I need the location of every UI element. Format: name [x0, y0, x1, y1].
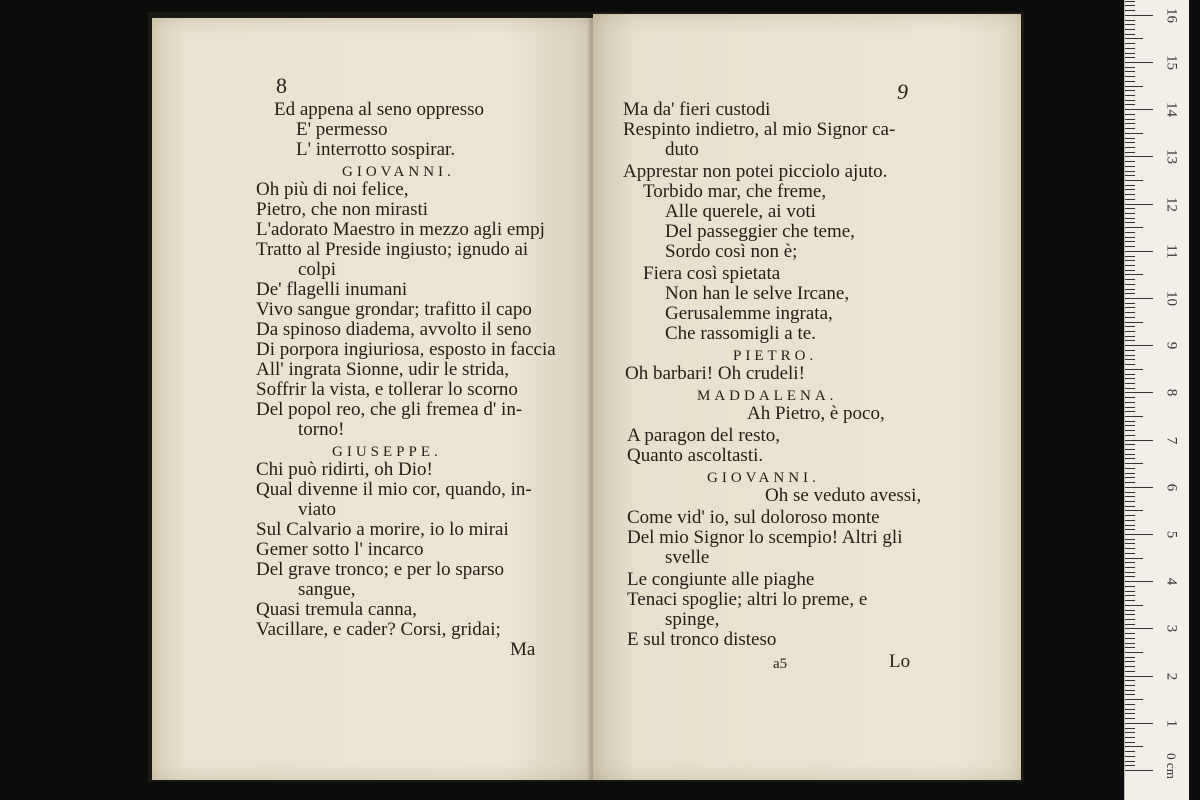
ruler-tick — [1125, 86, 1143, 87]
ruler-tick — [1125, 53, 1135, 54]
ruler-tick — [1125, 666, 1135, 667]
text-line: Sul Calvario a morire, io lo mirai — [256, 519, 509, 540]
ruler-tick — [1125, 661, 1135, 662]
ruler-tick — [1125, 392, 1153, 393]
ruler-tick — [1125, 435, 1135, 436]
ruler-tick — [1125, 147, 1135, 148]
ruler-tick — [1125, 534, 1153, 535]
ruler-tick — [1125, 454, 1135, 455]
ruler-tick — [1125, 458, 1135, 459]
ruler-tick — [1125, 312, 1135, 313]
text-line: spinge, — [665, 609, 720, 630]
ruler-tick — [1125, 81, 1135, 82]
ruler-tick — [1125, 614, 1135, 615]
ruler-tick — [1125, 374, 1135, 375]
text-line: Qual divenne il mio cor, quando, in- — [256, 479, 532, 500]
ruler-tick — [1125, 591, 1135, 592]
ruler-tick — [1125, 586, 1135, 587]
ruler-tick — [1125, 133, 1143, 134]
ruler-tick — [1125, 152, 1135, 153]
left-page — [152, 18, 592, 780]
text-line: Quanto ascoltasti. — [627, 445, 764, 466]
ruler-tick — [1125, 48, 1135, 49]
ruler-tick — [1125, 29, 1135, 30]
ruler-tick — [1125, 204, 1153, 205]
speaker-heading: GIUSEPPE. — [332, 444, 442, 460]
ruler-tick — [1125, 562, 1135, 563]
ruler-tick — [1125, 737, 1135, 738]
text-line: Ed appena al seno oppresso — [274, 99, 484, 120]
ruler-tick — [1125, 492, 1135, 493]
ruler-tick — [1125, 355, 1135, 356]
ruler-tick — [1125, 496, 1135, 497]
ruler-tick — [1125, 510, 1143, 511]
ruler-tick — [1125, 71, 1135, 72]
ruler-tick — [1125, 388, 1135, 389]
ruler-tick — [1125, 709, 1135, 710]
ruler-tick — [1125, 671, 1135, 672]
ruler-tick — [1125, 317, 1135, 318]
text-line: colpi — [298, 259, 336, 280]
ruler-tick — [1125, 704, 1135, 705]
ruler-tick — [1125, 449, 1135, 450]
ruler-tick — [1125, 369, 1143, 370]
text-line: Apprestar non potei picciolo ajuto. — [623, 161, 888, 182]
ruler-tick — [1125, 123, 1135, 124]
ruler-tick — [1125, 298, 1153, 299]
ruler-tick — [1125, 520, 1135, 521]
speaker-heading: PIETRO. — [733, 348, 818, 364]
ruler-tick — [1125, 180, 1143, 181]
ruler-tick — [1125, 359, 1135, 360]
ruler-tick — [1125, 676, 1153, 677]
ruler-tick — [1125, 265, 1135, 266]
text-line: Vivo sangue grondar; trafitto il capo — [256, 299, 532, 320]
ruler-tick — [1125, 638, 1135, 639]
text-line: Del mio Signor lo scempio! Altri gli — [627, 527, 903, 548]
ruler-tick — [1125, 364, 1135, 365]
text-line: Oh barbari! Oh crudeli! — [625, 363, 805, 384]
ruler-number: 8 — [1163, 389, 1180, 397]
text-line: Ma da' fieri custodi — [623, 99, 771, 120]
ruler-number: 11 — [1163, 244, 1180, 259]
ruler-tick — [1125, 222, 1135, 223]
text-line: A paragon del resto, — [627, 425, 781, 446]
text-line: Vacillare, e cader? Corsi, gridai; — [256, 619, 501, 640]
ruler-tick — [1125, 525, 1135, 526]
text-line: E' permesso — [296, 119, 388, 140]
ruler-tick — [1125, 600, 1135, 601]
ruler-tick — [1125, 166, 1135, 167]
ruler-number: 6 — [1163, 483, 1180, 492]
ruler-tick — [1125, 336, 1135, 337]
ruler-tick — [1125, 690, 1135, 691]
ruler-tick — [1125, 548, 1135, 549]
ruler-tick — [1125, 10, 1135, 11]
ruler-tick — [1125, 76, 1135, 77]
ruler-tick — [1125, 732, 1135, 733]
speaker-heading: GIOVANNI. — [342, 164, 455, 180]
ruler-tick — [1125, 647, 1135, 648]
ruler-tick — [1125, 274, 1143, 275]
ruler-number: 13 — [1163, 149, 1180, 165]
ruler-tick — [1125, 770, 1153, 771]
ruler-tick — [1125, 558, 1143, 559]
ruler-tick — [1125, 43, 1135, 44]
text-line: Del passeggier che teme, — [665, 221, 855, 242]
ruler-tick — [1125, 482, 1135, 483]
ruler-tick — [1125, 34, 1135, 35]
page-number-right: 9 — [897, 79, 908, 104]
ruler-tick — [1125, 713, 1135, 714]
ruler-tick — [1125, 643, 1135, 644]
ruler-tick — [1125, 619, 1135, 620]
ruler-tick — [1125, 765, 1135, 766]
text-line: Del popol reo, che gli fremea d' in- — [256, 399, 523, 420]
ruler-tick — [1125, 411, 1135, 412]
ruler-tick — [1125, 463, 1143, 464]
ruler-number: 12 — [1163, 196, 1180, 212]
ruler-tick — [1125, 624, 1135, 625]
ruler-tick — [1125, 194, 1135, 195]
ruler-tick — [1125, 718, 1135, 719]
ruler-tick — [1125, 746, 1143, 747]
ruler-number: 1 — [1163, 719, 1180, 728]
ruler-tick — [1125, 340, 1135, 341]
ruler-tick — [1125, 208, 1135, 209]
ruler-number: 15 — [1163, 55, 1180, 70]
ruler-tick — [1125, 109, 1153, 110]
ruler-tick — [1125, 605, 1143, 606]
ruler-tick — [1125, 567, 1135, 568]
ruler-tick — [1125, 506, 1135, 507]
ruler-tick — [1125, 38, 1143, 39]
ruler-tick — [1125, 407, 1135, 408]
ruler-tick — [1125, 331, 1135, 332]
text-line: Da spinoso diadema, avvolto il seno — [256, 319, 532, 340]
ruler-tick — [1125, 595, 1135, 596]
text-line: Sordo così non è; — [665, 241, 798, 262]
ruler-number: 9 — [1163, 341, 1180, 350]
catchword: Ma — [510, 639, 536, 660]
signature-mark: a5 — [773, 656, 788, 672]
ruler-tick — [1125, 237, 1135, 238]
page-number-left: 8 — [276, 73, 287, 98]
text-line: Pietro, che non mirasti — [256, 199, 429, 220]
ruler-tick — [1125, 156, 1153, 157]
text-line: torno! — [298, 419, 345, 440]
ruler-tick — [1125, 652, 1143, 653]
ruler-tick — [1125, 90, 1135, 91]
ruler-tick — [1125, 444, 1135, 445]
ruler-tick — [1125, 572, 1135, 573]
text-line: Alle querele, ai voti — [665, 201, 816, 222]
ruler-tick — [1125, 279, 1135, 280]
ruler-tick — [1125, 680, 1135, 681]
ruler-tick — [1125, 539, 1135, 540]
ruler-tick — [1125, 610, 1135, 611]
ruler-tick — [1125, 416, 1143, 417]
ruler-tick — [1125, 24, 1135, 25]
ruler-tick — [1125, 326, 1135, 327]
ruler-tick — [1125, 350, 1135, 351]
ruler-tick — [1125, 761, 1135, 762]
text-line: Gerusalemme ingrata, — [665, 303, 833, 324]
ruler-tick — [1125, 402, 1135, 403]
ruler-tick — [1125, 756, 1135, 757]
ruler-tick — [1125, 128, 1135, 129]
text-line: sangue, — [298, 579, 356, 600]
ruler-tick — [1125, 581, 1153, 582]
ruler-number: 7 — [1163, 436, 1180, 444]
ruler-tick — [1125, 62, 1153, 63]
ruler-tick — [1125, 473, 1135, 474]
text-line: Che rassomigli a te. — [665, 323, 816, 344]
ruler-number: 3 — [1163, 625, 1180, 633]
ruler-tick — [1125, 185, 1135, 186]
ruler-tick — [1125, 189, 1135, 190]
right-page — [593, 14, 1021, 780]
ruler-tick — [1125, 260, 1135, 261]
text-line: Gemer sotto l' incarco — [256, 539, 424, 560]
text-line: E sul tronco disteso — [627, 629, 777, 650]
text-line: viato — [298, 499, 336, 520]
ruler-tick — [1125, 501, 1135, 502]
ruler-tick — [1125, 694, 1135, 695]
ruler-number: 4 — [1163, 577, 1180, 586]
text-line: Torbido mar, che freme, — [643, 181, 827, 202]
text-line: De' flagelli inumani — [256, 279, 408, 300]
ruler-tick — [1125, 421, 1135, 422]
ruler-tick — [1125, 161, 1135, 162]
text-line: L' interrotto sospirar. — [296, 139, 456, 160]
text-line: Chi può ridirti, oh Dio! — [256, 459, 433, 480]
text-line: Le congiunte alle piaghe — [627, 569, 815, 590]
ruler-tick — [1125, 227, 1143, 228]
ruler-tick — [1125, 383, 1135, 384]
ruler-tick — [1125, 728, 1135, 729]
ruler-tick — [1125, 307, 1135, 308]
ruler-tick — [1125, 742, 1135, 743]
ruler-tick — [1125, 685, 1135, 686]
ruler-tick — [1125, 487, 1153, 488]
ruler-unit-label: 0 cm — [1164, 753, 1179, 779]
ruler-tick — [1125, 15, 1153, 16]
ruler-tick — [1125, 633, 1135, 634]
ruler-tick — [1125, 256, 1135, 257]
ruler-tick — [1125, 289, 1135, 290]
ruler-tick — [1125, 378, 1135, 379]
ruler-tick — [1125, 430, 1135, 431]
ruler-tick — [1125, 20, 1135, 21]
text-line: Oh più di noi felice, — [256, 179, 409, 200]
ruler-number: 2 — [1163, 672, 1180, 680]
ruler-tick — [1125, 95, 1135, 96]
ruler-tick — [1125, 477, 1135, 478]
text-line: duto — [665, 139, 699, 160]
ruler-tick — [1125, 515, 1135, 516]
text-line: Non han le selve Ircane, — [665, 283, 850, 304]
ruler-tick — [1125, 1, 1135, 2]
ruler-tick — [1125, 397, 1135, 398]
ruler-tick — [1125, 246, 1135, 247]
speaker-heading: MADDALENA. — [697, 388, 838, 404]
ruler-tick — [1125, 345, 1153, 346]
ruler-tick — [1125, 119, 1135, 120]
ruler-tick — [1125, 67, 1135, 68]
ruler-number: 16 — [1163, 7, 1180, 23]
text-line: Quasi tremula canna, — [256, 599, 417, 620]
ruler-tick — [1125, 322, 1143, 323]
ruler-tick — [1125, 57, 1135, 58]
ruler-tick — [1125, 529, 1135, 530]
ruler-number: 10 — [1163, 291, 1180, 306]
ruler-tick — [1125, 468, 1135, 469]
text-line: L'adorato Maestro in mezzo agli empj — [256, 219, 545, 240]
ruler-tick — [1125, 270, 1135, 271]
ruler-tick — [1125, 751, 1135, 752]
text-line: Tratto al Preside ingiusto; ignudo ai — [256, 239, 529, 260]
ruler-tick — [1125, 293, 1135, 294]
ruler-tick — [1125, 657, 1135, 658]
text-line: Oh se veduto avessi, — [765, 485, 922, 506]
ruler-number: 5 — [1163, 530, 1180, 539]
ruler-tick — [1125, 171, 1135, 172]
ruler-tick — [1125, 104, 1135, 105]
ruler-tick — [1125, 175, 1135, 176]
ruler-tick — [1125, 199, 1135, 200]
ruler-tick — [1125, 5, 1135, 6]
ruler-tick — [1125, 241, 1135, 242]
text-line: svelle — [665, 547, 710, 568]
ruler-tick — [1125, 440, 1153, 441]
ruler-tick — [1125, 114, 1135, 115]
text-line: Soffrir la vista, e tollerar lo scorno — [256, 379, 518, 400]
speaker-heading: GIOVANNI. — [707, 470, 820, 486]
ruler-tick — [1125, 138, 1135, 139]
text-line: Respinto indietro, al mio Signor ca- — [623, 119, 896, 140]
ruler-tick — [1125, 232, 1135, 233]
text-line: Di porpora ingiuriosa, esposto in faccia — [256, 339, 556, 360]
ruler-tick — [1125, 543, 1135, 544]
ruler-tick — [1125, 576, 1135, 577]
catchword: Lo — [889, 651, 911, 672]
ruler-tick — [1125, 303, 1135, 304]
text-line: All' ingrata Sionne, udir le strida, — [256, 359, 510, 380]
ruler-tick — [1125, 699, 1143, 700]
measuring-ruler — [1124, 0, 1189, 800]
ruler-tick — [1125, 284, 1135, 285]
ruler-tick — [1125, 213, 1135, 214]
ruler-tick — [1125, 425, 1135, 426]
ruler-tick — [1125, 553, 1135, 554]
text-line: Ah Pietro, è poco, — [747, 403, 885, 424]
text-line: Del grave tronco; e per lo sparso — [256, 559, 504, 580]
ruler-tick — [1125, 723, 1153, 724]
ruler-tick — [1125, 628, 1153, 629]
ruler-tick — [1125, 100, 1135, 101]
ruler-number: 14 — [1163, 102, 1180, 118]
ruler-tick — [1125, 251, 1153, 252]
text-line: Tenaci spoglie; altri lo preme, e — [627, 589, 868, 610]
ruler-tick — [1125, 142, 1135, 143]
ruler-tick — [1125, 218, 1135, 219]
text-line: Fiera così spietata — [643, 263, 781, 284]
text-line: Come vid' io, sul doloroso monte — [627, 507, 880, 528]
